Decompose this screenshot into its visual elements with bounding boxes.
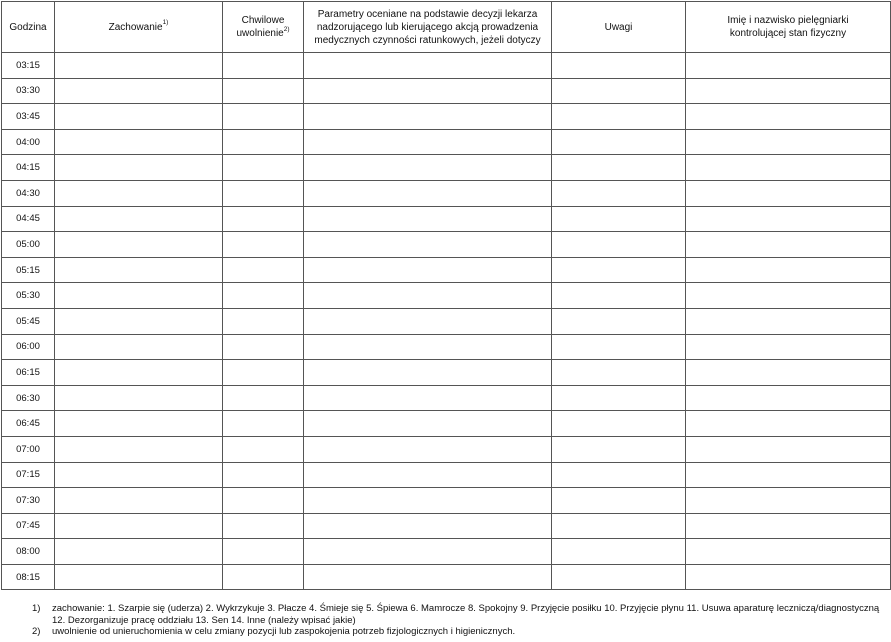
footnote (32, 603, 882, 626)
uwagi-cell[interactable] (552, 155, 686, 181)
uwolnienie-cell[interactable] (223, 104, 304, 130)
table-row (2, 155, 891, 181)
table-row (2, 385, 891, 411)
uwolnienie-cell[interactable] (223, 283, 304, 309)
footnote-number: 1) (32, 603, 41, 614)
parametry-cell[interactable] (304, 411, 552, 437)
parametry-cell[interactable] (304, 436, 552, 462)
uwagi-cell[interactable] (552, 78, 686, 104)
parametry-cell[interactable] (304, 308, 552, 334)
uwolnienie-cell[interactable] (223, 539, 304, 565)
uwagi-cell[interactable] (552, 257, 686, 283)
time-cell: 05:30 (2, 283, 55, 309)
table-row (2, 436, 891, 462)
uwolnienie-cell[interactable] (223, 206, 304, 232)
table-row (2, 539, 891, 565)
uwolnienie-cell[interactable] (223, 53, 304, 79)
table-row (2, 462, 891, 488)
uwagi-cell[interactable] (552, 462, 686, 488)
uwagi-cell[interactable] (552, 53, 686, 79)
header-parametry-label: Parametry oceniane na podstawie decyzji lekarza nadzorującego lub kierującego akcją prowadzenia medycznych czynności ratunkowych, jeżeli dotyczy (314, 8, 541, 46)
uwolnienie-cell[interactable] (223, 180, 304, 206)
parametry-cell[interactable] (304, 206, 552, 232)
time-cell: 06:30 (2, 385, 55, 411)
uwolnienie-cell[interactable] (223, 462, 304, 488)
pielegniarka-cell[interactable] (686, 539, 891, 565)
header-godzina: Godzina (2, 2, 55, 53)
table-row (2, 411, 891, 437)
table-row (2, 283, 891, 309)
pielegniarka-cell[interactable] (686, 436, 891, 462)
uwolnienie-cell[interactable] (223, 411, 304, 437)
pielegniarka-cell[interactable] (686, 334, 891, 360)
uwagi-cell[interactable] (552, 385, 686, 411)
time-cell: 04:45 (2, 206, 55, 232)
pielegniarka-cell[interactable] (686, 488, 891, 514)
table-row (2, 334, 891, 360)
zachowanie-cell[interactable] (55, 462, 223, 488)
parametry-cell[interactable] (304, 232, 552, 258)
uwolnienie-cell[interactable] (223, 564, 304, 590)
uwagi-cell[interactable] (552, 283, 686, 309)
pielegniarka-cell[interactable] (686, 360, 891, 386)
uwolnienie-cell[interactable] (223, 360, 304, 386)
uwagi-cell[interactable] (552, 513, 686, 539)
zachowanie-cell[interactable] (55, 257, 223, 283)
header-row (2, 2, 891, 53)
time-cell: 04:15 (2, 155, 55, 181)
parametry-cell[interactable] (304, 513, 552, 539)
table-row (2, 206, 891, 232)
pielegniarka-cell[interactable] (686, 129, 891, 155)
pielegniarka-cell[interactable] (686, 564, 891, 590)
time-cell: 03:45 (2, 104, 55, 130)
header-pielegniarka-label: Imię i nazwisko pielęgniarki kontrolującej stan fizyczny (727, 15, 849, 39)
zachowanie-cell[interactable] (55, 104, 223, 130)
uwolnienie-cell[interactable] (223, 129, 304, 155)
header-uwagi: Uwagi (552, 2, 686, 53)
uwagi-cell[interactable] (552, 360, 686, 386)
time-cell: 06:15 (2, 360, 55, 386)
time-cell: 05:15 (2, 257, 55, 283)
uwagi-cell[interactable] (552, 488, 686, 514)
time-cell: 07:45 (2, 513, 55, 539)
uwagi-cell[interactable] (552, 334, 686, 360)
parametry-cell[interactable] (304, 564, 552, 590)
time-cell: 05:00 (2, 232, 55, 258)
uwolnienie-cell[interactable] (223, 308, 304, 334)
time-cell: 06:00 (2, 334, 55, 360)
time-cell: 03:30 (2, 78, 55, 104)
pielegniarka-cell[interactable] (686, 411, 891, 437)
zachowanie-cell[interactable] (55, 78, 223, 104)
pielegniarka-cell[interactable] (686, 78, 891, 104)
time-cell: 07:15 (2, 462, 55, 488)
header-pielegniarka (686, 2, 891, 53)
time-cell: 03:15 (2, 53, 55, 79)
pielegniarka-cell[interactable] (686, 513, 891, 539)
pielegniarka-cell[interactable] (686, 385, 891, 411)
footnote-number: 2) (32, 626, 41, 637)
footnote-text: uwolnienie od unieruchomienia w celu zmiany pozycji lub zaspokojenia potrzeb fizjologicznych i higienicznych. (52, 626, 516, 637)
uwolnienie-cell[interactable] (223, 155, 304, 181)
zachowanie-cell[interactable] (55, 564, 223, 590)
pielegniarka-cell[interactable] (686, 283, 891, 309)
parametry-cell[interactable] (304, 539, 552, 565)
zachowanie-cell[interactable] (55, 155, 223, 181)
table-row (2, 78, 891, 104)
pielegniarka-cell[interactable] (686, 308, 891, 334)
zachowanie-cell[interactable] (55, 436, 223, 462)
pielegniarka-cell[interactable] (686, 180, 891, 206)
parametry-cell[interactable] (304, 180, 552, 206)
parametry-cell[interactable] (304, 129, 552, 155)
uwolnienie-cell[interactable] (223, 488, 304, 514)
zachowanie-cell[interactable] (55, 308, 223, 334)
parametry-cell[interactable] (304, 334, 552, 360)
uwagi-cell[interactable] (552, 411, 686, 437)
zachowanie-cell[interactable] (55, 385, 223, 411)
uwagi-cell[interactable] (552, 206, 686, 232)
uwagi-cell[interactable] (552, 104, 686, 130)
uwolnienie-cell[interactable] (223, 513, 304, 539)
footnote-ref-2: 2) (283, 25, 290, 33)
uwolnienie-cell[interactable] (223, 232, 304, 258)
uwagi-cell[interactable] (552, 308, 686, 334)
table-row (2, 488, 891, 514)
pielegniarka-cell[interactable] (686, 257, 891, 283)
pielegniarka-cell[interactable] (686, 155, 891, 181)
parametry-cell[interactable] (304, 385, 552, 411)
header-parametry (304, 2, 552, 53)
table-row (2, 360, 891, 386)
pielegniarka-cell[interactable] (686, 232, 891, 258)
uwolnienie-cell[interactable] (223, 436, 304, 462)
parametry-cell[interactable] (304, 360, 552, 386)
table-row (2, 564, 891, 590)
uwagi-cell[interactable] (552, 539, 686, 565)
zachowanie-cell[interactable] (55, 232, 223, 258)
pielegniarka-cell[interactable] (686, 206, 891, 232)
footnote-ref-1: 1) (162, 19, 169, 27)
zachowanie-cell[interactable] (55, 411, 223, 437)
uwolnienie-cell[interactable] (223, 78, 304, 104)
zachowanie-cell[interactable] (55, 129, 223, 155)
header-uwolnienie-line2: uwolnienie (236, 28, 284, 39)
parametry-cell[interactable] (304, 488, 552, 514)
table-row (2, 53, 891, 79)
time-cell: 07:00 (2, 436, 55, 462)
header-uwolnienie (223, 2, 304, 53)
zachowanie-cell[interactable] (55, 283, 223, 309)
parametry-cell[interactable] (304, 53, 552, 79)
monitoring-table (1, 1, 891, 590)
parametry-cell[interactable] (304, 78, 552, 104)
zachowanie-cell[interactable] (55, 539, 223, 565)
footnote-text: zachowanie: 1. Szarpie się (uderza) 2. Wykrzykuje 3. Płacze 4. Śmieje się 5. Śpiewa 6. Mamrocze 8. Spokojny 9. Przyjęcie posiłku 10. Przyjęcie płynu 11. Usuwa aparaturę leczniczą/diagnostyczną 12. Dezorganizuje pracę oddziału 13. Sen 14. Inne (należy wpisać jakie) (52, 603, 880, 626)
pielegniarka-cell[interactable] (686, 53, 891, 79)
pielegniarka-cell[interactable] (686, 462, 891, 488)
parametry-cell[interactable] (304, 257, 552, 283)
uwagi-cell[interactable] (552, 436, 686, 462)
header-zachowanie (55, 2, 223, 53)
parametry-cell[interactable] (304, 104, 552, 130)
zachowanie-cell[interactable] (55, 53, 223, 79)
uwagi-cell[interactable] (552, 129, 686, 155)
uwolnienie-cell[interactable] (223, 385, 304, 411)
zachowanie-cell[interactable] (55, 180, 223, 206)
header-zachowanie-label: Zachowanie (108, 21, 163, 33)
time-cell: 06:45 (2, 411, 55, 437)
table-row (2, 104, 891, 130)
time-cell: 05:45 (2, 308, 55, 334)
header-uwolnienie-line1: Chwilowe (241, 15, 285, 26)
table-row (2, 308, 891, 334)
time-cell: 04:00 (2, 129, 55, 155)
table-row (2, 129, 891, 155)
pielegniarka-cell[interactable] (686, 104, 891, 130)
uwolnienie-cell[interactable] (223, 257, 304, 283)
parametry-cell[interactable] (304, 283, 552, 309)
footnotes (32, 603, 882, 638)
zachowanie-cell[interactable] (55, 513, 223, 539)
table-row (2, 180, 891, 206)
zachowanie-cell[interactable] (55, 360, 223, 386)
zachowanie-cell[interactable] (55, 334, 223, 360)
parametry-cell[interactable] (304, 155, 552, 181)
uwagi-cell[interactable] (552, 180, 686, 206)
uwagi-cell[interactable] (552, 232, 686, 258)
time-cell: 08:00 (2, 539, 55, 565)
parametry-cell[interactable] (304, 462, 552, 488)
table-row (2, 232, 891, 258)
time-cell: 07:30 (2, 488, 55, 514)
uwagi-cell[interactable] (552, 564, 686, 590)
table-row (2, 257, 891, 283)
footnote (32, 626, 882, 638)
time-cell: 08:15 (2, 564, 55, 590)
uwolnienie-cell[interactable] (223, 334, 304, 360)
table-row (2, 513, 891, 539)
time-cell: 04:30 (2, 180, 55, 206)
zachowanie-cell[interactable] (55, 488, 223, 514)
zachowanie-cell[interactable] (55, 206, 223, 232)
